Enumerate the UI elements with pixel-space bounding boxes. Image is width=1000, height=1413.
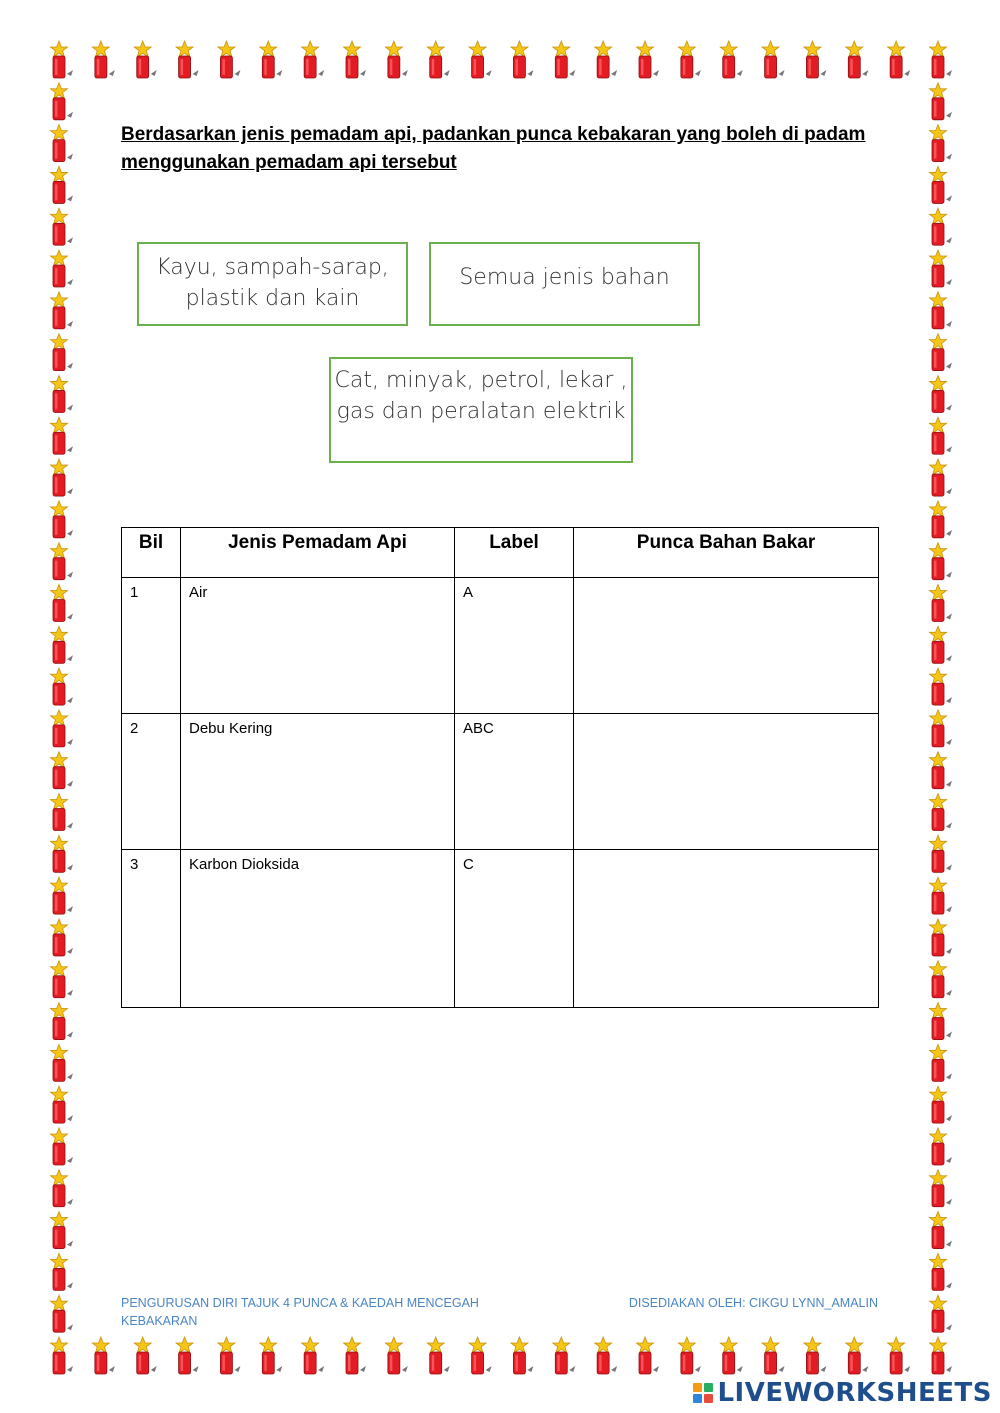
firecracker-icon: [930, 543, 953, 580]
firecracker-icon: [678, 1337, 701, 1374]
drag-option-cat-minyak[interactable]: Cat, minyak, petrol, lekar , gas dan peralatan elektrik: [329, 357, 633, 463]
firecracker-icon: [930, 125, 953, 162]
firecracker-icon: [637, 41, 660, 78]
firecracker-icon: [930, 417, 953, 454]
firecracker-icon: [678, 41, 701, 78]
firecracker-icon: [92, 41, 115, 78]
header-bil: Bil: [122, 528, 181, 578]
firecracker-icon: [51, 292, 74, 329]
table-row: [122, 850, 879, 1008]
firecracker-icon: [302, 1337, 325, 1374]
cell-bil: 3: [122, 850, 181, 1008]
firecracker-icon: [51, 1128, 74, 1165]
firecracker-icon: [176, 41, 199, 78]
firecracker-icon: [930, 668, 953, 705]
firecracker-icon: [930, 1212, 953, 1249]
header-punca: Punca Bahan Bakar: [574, 528, 879, 578]
firecracker-icon: [930, 1295, 953, 1332]
firecracker-icon: [51, 626, 74, 663]
firecracker-icon: [385, 41, 408, 78]
firecracker-icon: [930, 961, 953, 998]
firecracker-icon: [846, 1337, 869, 1374]
firecracker-icon: [51, 417, 74, 454]
drag-option-semua-bahan[interactable]: Semua jenis bahan: [429, 242, 700, 326]
firecracker-icon: [51, 1212, 74, 1249]
firecracker-icon: [51, 250, 74, 287]
firecracker-icon: [302, 41, 325, 78]
firecracker-icon: [930, 334, 953, 371]
firecracker-icon: [930, 794, 953, 831]
cell-bil: 1: [122, 578, 181, 714]
firecracker-icon: [51, 459, 74, 496]
table-header-row: [122, 528, 879, 578]
firecracker-icon: [51, 1086, 74, 1123]
firecracker-icon: [427, 1337, 450, 1374]
firecracker-icon: [930, 208, 953, 245]
firecracker-icon: [930, 1003, 953, 1040]
liveworksheets-logo-text: LIVEWORKSHEETS: [717, 1378, 992, 1408]
firecracker-icon: [930, 250, 953, 287]
firecracker-icon: [930, 1253, 953, 1290]
firecracker-icon: [51, 877, 74, 914]
firecracker-icon: [595, 1337, 618, 1374]
firecracker-icon: [51, 1170, 74, 1207]
cell-jenis: Debu Kering: [181, 714, 455, 850]
firecracker-icon: [762, 1337, 785, 1374]
firecracker-icon: [51, 41, 74, 78]
firecracker-icon: [51, 83, 74, 120]
drop-zone-punca-1[interactable]: [574, 578, 879, 714]
instruction-heading: Berdasarkan jenis pemadam api, padankan punca kebakaran yang boleh di padam menggunakan pemadam api tersebut: [121, 124, 866, 173]
firecracker-icon: [92, 1337, 115, 1374]
firecracker-icon: [930, 835, 953, 872]
cell-bil: 2: [122, 714, 181, 850]
firecracker-icon: [51, 208, 74, 245]
firecracker-icon: [930, 752, 953, 789]
firecracker-icon: [51, 919, 74, 956]
firecracker-icon: [51, 752, 74, 789]
firecracker-icon: [51, 710, 74, 747]
firecracker-icon: [218, 41, 241, 78]
firecracker-icon: [930, 1128, 953, 1165]
firecracker-icon: [888, 41, 911, 78]
cell-jenis: Air: [181, 578, 455, 714]
firecracker-icon: [553, 1337, 576, 1374]
firecracker-icon: [930, 1170, 953, 1207]
firecracker-icon: [930, 626, 953, 663]
firecracker-icon: [51, 794, 74, 831]
cell-jenis: Karbon Dioksida: [181, 850, 455, 1008]
firecracker-icon: [51, 835, 74, 872]
firecracker-icon: [51, 334, 74, 371]
footer-author: DISEDIAKAN OLEH: CIKGU LYNN_AMALIN: [628, 1296, 878, 1310]
footer-topic: PENGURUSAN DIRI TAJUK 4 PUNCA & KAEDAH MENCEGAH KEBAKARAN: [121, 1296, 479, 1328]
firecracker-icon: [134, 41, 157, 78]
firecracker-icon: [637, 1337, 660, 1374]
firecracker-icon: [134, 1337, 157, 1374]
firecracker-icon: [51, 1295, 74, 1332]
firecracker-icon: [930, 83, 953, 120]
firecracker-icon: [51, 1044, 74, 1081]
firecracker-icon: [553, 41, 576, 78]
firecracker-icon: [51, 501, 74, 538]
firecracker-icon: [930, 1044, 953, 1081]
firecracker-icon: [930, 166, 953, 203]
header-jenis: Jenis Pemadam Api: [181, 528, 455, 578]
firecracker-icon: [930, 919, 953, 956]
cell-label: ABC: [455, 714, 574, 850]
firecracker-icon: [846, 41, 869, 78]
firecracker-icon: [51, 961, 74, 998]
firecracker-icon: [930, 877, 953, 914]
firecracker-icon: [762, 41, 785, 78]
firecracker-icon: [51, 1337, 74, 1374]
firecracker-icon: [427, 41, 450, 78]
firecracker-icon: [51, 1003, 74, 1040]
firecracker-icon: [51, 166, 74, 203]
cell-label: A: [455, 578, 574, 714]
firecracker-icon: [51, 125, 74, 162]
firecracker-icon: [260, 1337, 283, 1374]
header-label: Label: [455, 528, 574, 578]
firecracker-icon: [930, 584, 953, 621]
firecracker-icon: [804, 41, 827, 78]
firecracker-icon: [720, 1337, 743, 1374]
firecracker-icon: [930, 459, 953, 496]
firecracker-icon: [469, 41, 492, 78]
firecracker-icon: [218, 1337, 241, 1374]
cell-label: C: [455, 850, 574, 1008]
firecracker-icon: [51, 375, 74, 412]
firecracker-icon: [930, 1337, 953, 1374]
firecracker-icon: [511, 1337, 534, 1374]
firecracker-icon: [344, 41, 367, 78]
drop-zone-punca-3[interactable]: [574, 850, 879, 1008]
firecracker-icon: [51, 584, 74, 621]
firecracker-icon: [469, 1337, 492, 1374]
firecracker-icon: [720, 41, 743, 78]
drop-zone-punca-2[interactable]: [574, 714, 879, 850]
firecracker-icon: [51, 1253, 74, 1290]
firecracker-icon: [930, 1086, 953, 1123]
firecracker-icon: [51, 543, 74, 580]
answer-table: [121, 527, 879, 1008]
firecracker-icon: [930, 375, 953, 412]
firecracker-icon: [888, 1337, 911, 1374]
firecracker-icon: [595, 41, 618, 78]
table-row: [122, 578, 879, 714]
drag-option-kayu[interactable]: Kayu, sampah-sarap, plastik dan kain: [137, 242, 408, 326]
firecracker-icon: [511, 41, 534, 78]
firecracker-icon: [930, 501, 953, 538]
firecracker-icon: [930, 292, 953, 329]
firecracker-icon: [176, 1337, 199, 1374]
table-row: [122, 714, 879, 850]
firecracker-icon: [930, 41, 953, 78]
firecracker-icon: [344, 1337, 367, 1374]
liveworksheets-logo-icon: [693, 1383, 713, 1403]
firecracker-icon: [51, 668, 74, 705]
firecracker-icon: [260, 41, 283, 78]
firecracker-icon: [804, 1337, 827, 1374]
firecracker-icon: [385, 1337, 408, 1374]
firecracker-icon: [930, 710, 953, 747]
liveworksheets-logo: [693, 1377, 992, 1409]
